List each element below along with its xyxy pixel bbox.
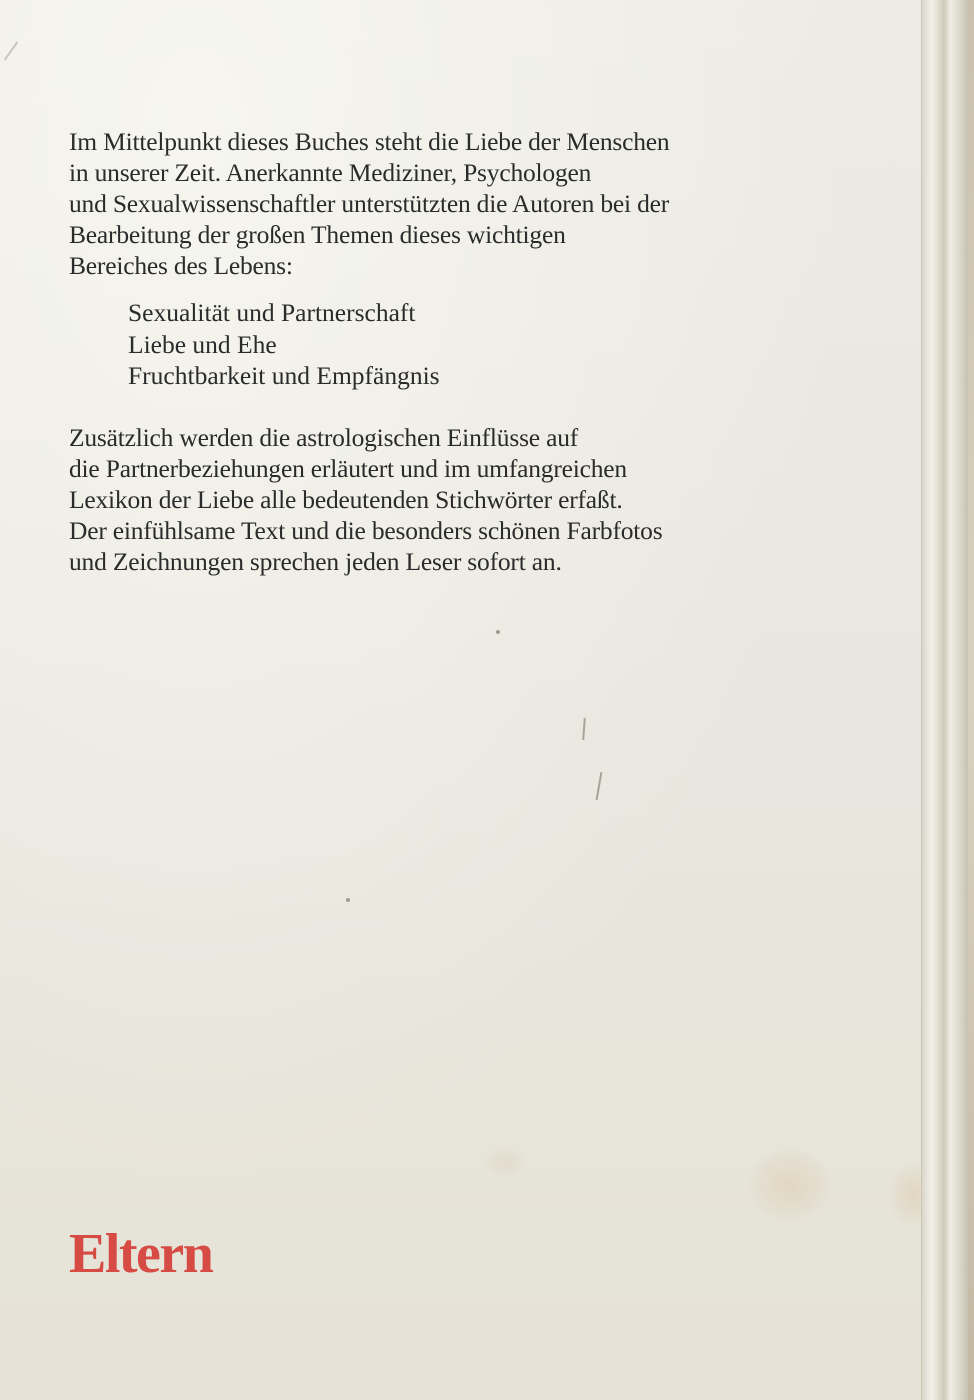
paper-speck	[496, 630, 500, 634]
paper-stain	[750, 1150, 830, 1220]
intro-line: und Sexualwissenschaftler unterstützten die Autoren bei der	[69, 189, 670, 218]
publisher-logo: Eltern	[69, 1223, 213, 1285]
topic-item: Liebe und Ehe	[128, 329, 277, 359]
paper-scratch	[582, 718, 586, 740]
paper-speck	[346, 898, 350, 902]
intro-line: Bearbeitung der großen Themen dieses wichtigen	[69, 220, 566, 249]
intro-paragraph	[69, 126, 829, 281]
outro-paragraph	[69, 422, 829, 577]
spine-edge	[968, 0, 974, 1400]
topic-item: Fruchtbarkeit und Empfängnis	[128, 361, 440, 390]
intro-line: Im Mittelpunkt dieses Buches steht die Liebe der Menschen	[69, 127, 670, 156]
paper-scratch	[596, 772, 603, 800]
book-spine	[921, 0, 974, 1400]
outro-line: Der einfühlsame Text und die besonders schönen Farbfotos	[69, 516, 663, 545]
intro-line: in unserer Zeit. Anerkannte Mediziner, Psychologen	[69, 158, 592, 187]
paper-scratch	[4, 41, 18, 60]
topic-item: Sexualität und Partnerschaft	[128, 298, 416, 327]
topic-list	[128, 297, 440, 392]
paper-stain	[485, 1148, 525, 1176]
outro-line: Lexikon der Liebe alle bedeutenden Stichwörter erfaßt.	[69, 485, 623, 514]
outro-line: Zusätzlich werden die astrologischen Einflüsse auf	[69, 423, 579, 452]
intro-line: Bereiches des Lebens:	[69, 251, 293, 280]
outro-line: und Zeichnungen sprechen jeden Leser sofort an.	[69, 547, 562, 576]
outro-line: die Partnerbeziehungen erläutert und im umfangreichen	[69, 454, 627, 483]
